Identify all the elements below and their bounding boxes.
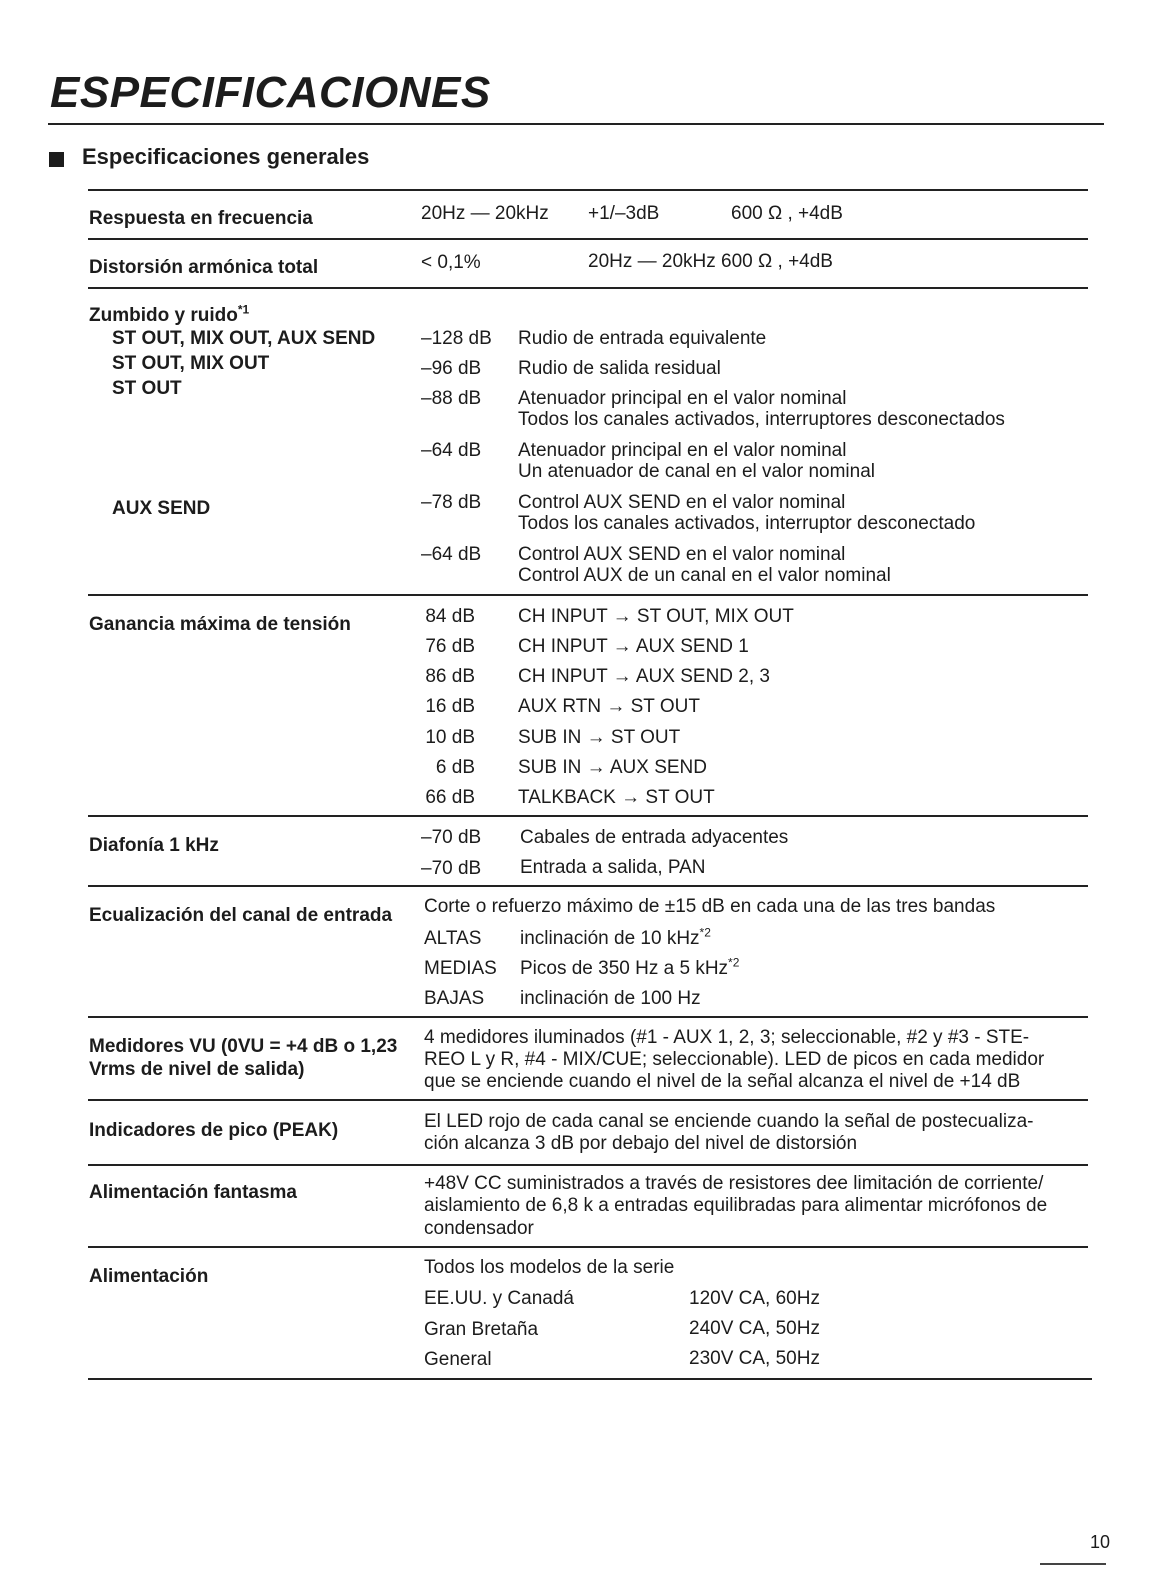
power-spec: 230V CA, 50Hz (689, 1348, 820, 1369)
eq-band-name: ALTAS (424, 928, 482, 949)
noise-desc: Todos los canales activados, interruptor desconectado (518, 513, 976, 534)
eq-intro: Corte o refuerzo máximo de ±15 dB en cada una de las tres bandas (424, 896, 996, 917)
phantom-desc: aislamiento de 6,8 k a entradas equilibradas para alimentar micrófonos de (424, 1195, 1048, 1216)
eq-band-desc: inclinación de 10 kHz$^{*2}$ (520, 925, 711, 949)
vu-desc: REO L y R, #4 - MIX/CUE; seleccionable). LED de picos en cada medidor (424, 1049, 1045, 1070)
peak-desc: El LED rojo de cada canal se enciende cuando la señal de postecualiza- (424, 1111, 1034, 1132)
table-rule (88, 238, 1088, 240)
gain-value: 16 dB (425, 696, 475, 717)
vu-desc: 4 medidores iluminados (#1 - AUX 1, 2, 3; seleccionable, #2 y #3 - STE- (424, 1027, 1030, 1048)
crosstalk-value: –70 dB (421, 858, 482, 879)
table-rule (88, 885, 1088, 887)
footer-rule (1040, 1563, 1106, 1565)
power-intro: Todos los modelos de la serie (424, 1257, 675, 1278)
gain-desc: TALKBACK → ST OUT (518, 787, 715, 808)
gain-desc: CH INPUT → AUX SEND 2, 3 (518, 666, 770, 687)
thd-value: < 0,1% (421, 252, 481, 273)
crosstalk-value: –70 dB (421, 827, 482, 848)
crosstalk-desc: Entrada a salida, PAN (520, 857, 706, 878)
noise-desc: Control AUX SEND en el valor nominal (518, 492, 846, 513)
gain-desc: CH INPUT → ST OUT, MIX OUT (518, 606, 794, 627)
noise-desc: Control AUX SEND en el valor nominal (518, 544, 846, 565)
spec-label-gain: Ganancia máxima de tensión (89, 614, 351, 635)
noise-sub-label: AUX SEND (112, 498, 211, 519)
table-rule (88, 287, 1088, 289)
spec-label-vu: Vrms de nivel de salida) (89, 1059, 305, 1080)
eq-band-name: MEDIAS (424, 958, 497, 979)
spec-label-thd: Distorsión armónica total (89, 257, 319, 278)
gain-desc: CH INPUT → AUX SEND 1 (518, 636, 749, 657)
peak-desc: ción alcanza 3 dB por debajo del nivel de distorsión (424, 1133, 858, 1154)
title-rule (48, 123, 1104, 125)
gain-desc: SUB IN → ST OUT (518, 727, 681, 748)
table-rule (88, 1099, 1088, 1101)
spec-label-noise: Zumbido y ruido$^{*1}$ (89, 302, 250, 326)
power-region: General (424, 1349, 492, 1370)
table-rule (88, 1016, 1088, 1018)
spec-label-crosstalk: Diafonía 1 kHz (89, 835, 219, 856)
gain-value: 86 dB (425, 666, 475, 687)
noise-desc: Atenuador principal en el valor nominal (518, 388, 847, 409)
noise-value: –78 dB (421, 492, 482, 513)
gain-desc: AUX RTN → ST OUT (518, 696, 700, 717)
phantom-desc: +48V CC suministrados a través de resistores dee limitación de corriente/ (424, 1173, 1044, 1194)
section-bullet-icon (49, 152, 64, 167)
power-spec: 120V CA, 60Hz (689, 1288, 820, 1309)
noise-desc: Atenuador principal en el valor nominal (518, 440, 847, 461)
freq-tolerance: +1/–3dB (588, 203, 660, 224)
spec-label-power: Alimentación (89, 1266, 209, 1287)
noise-value: –64 dB (421, 440, 482, 461)
power-region: EE.UU. y Canadá (424, 1288, 574, 1309)
section-title: Especificaciones generales (82, 144, 370, 169)
noise-value: –88 dB (421, 388, 482, 409)
spec-label-phantom: Alimentación fantasma (89, 1182, 297, 1203)
noise-sub-label: ST OUT (112, 378, 182, 399)
footnote-mark: *2 (699, 925, 711, 940)
noise-sub-label: ST OUT, MIX OUT (112, 353, 270, 374)
freq-range: 20Hz — 20kHz (421, 203, 549, 224)
noise-value: –96 dB (421, 358, 482, 379)
phantom-desc: condensador (424, 1218, 534, 1239)
table-rule (88, 1378, 1092, 1380)
noise-desc: Rudio de entrada equivalente (518, 328, 767, 349)
spec-label-eq: Ecualización del canal de entrada (89, 905, 393, 926)
spec-label-peak: Indicadores de pico (PEAK) (89, 1120, 339, 1141)
spec-label-vu: Medidores VU (0VU = +4 dB o 1,23 (89, 1036, 398, 1057)
eq-band-desc: Picos de 350 Hz a 5 kHz$^{*2}$ (520, 955, 740, 979)
noise-desc: Control AUX de un canal en el valor nominal (518, 565, 891, 586)
gain-value: 6 dB (435, 757, 475, 778)
table-rule (88, 815, 1088, 817)
gain-desc: SUB IN → AUX SEND (518, 757, 707, 778)
noise-sub-label: ST OUT, MIX OUT, AUX SEND (112, 328, 376, 349)
thd-conditions: 20Hz — 20kHz 600 Ω , +4dB (588, 251, 833, 272)
table-rule (88, 594, 1088, 596)
table-rule (88, 1164, 1088, 1166)
power-spec: 240V CA, 50Hz (689, 1318, 820, 1339)
power-region: Gran Bretaña (424, 1319, 539, 1340)
noise-value: –128 dB (421, 328, 492, 349)
eq-band-name: BAJAS (424, 988, 485, 1009)
page-title: ESPECIFICACIONES (50, 68, 491, 117)
table-rule (88, 189, 1088, 191)
table-rule (88, 1246, 1088, 1248)
vu-desc: que se enciende cuando el nivel de la señal alcanza el nivel de +14 dB (424, 1071, 1021, 1092)
gain-value: 76 dB (425, 636, 475, 657)
crosstalk-desc: Cabales de entrada adyacentes (520, 827, 789, 848)
noise-desc: Todos los canales activados, interruptores desconectados (518, 409, 1005, 430)
footnote-mark: *2 (728, 955, 740, 970)
freq-impedance: 600 Ω , +4dB (731, 203, 843, 224)
gain-value: 84 dB (425, 606, 475, 627)
eq-band-desc: inclinación de 100 Hz (520, 988, 701, 1009)
gain-value: 10 dB (425, 727, 475, 748)
gain-value: 66 dB (425, 787, 475, 808)
noise-desc: Rudio de salida residual (518, 358, 721, 379)
noise-value: –64 dB (421, 544, 482, 565)
footnote-mark: *1 (237, 302, 250, 317)
page-number: 10 (1090, 1532, 1111, 1552)
spec-label-freq: Respuesta en frecuencia (89, 208, 313, 229)
noise-desc: Un atenuador de canal en el valor nominal (518, 461, 876, 482)
